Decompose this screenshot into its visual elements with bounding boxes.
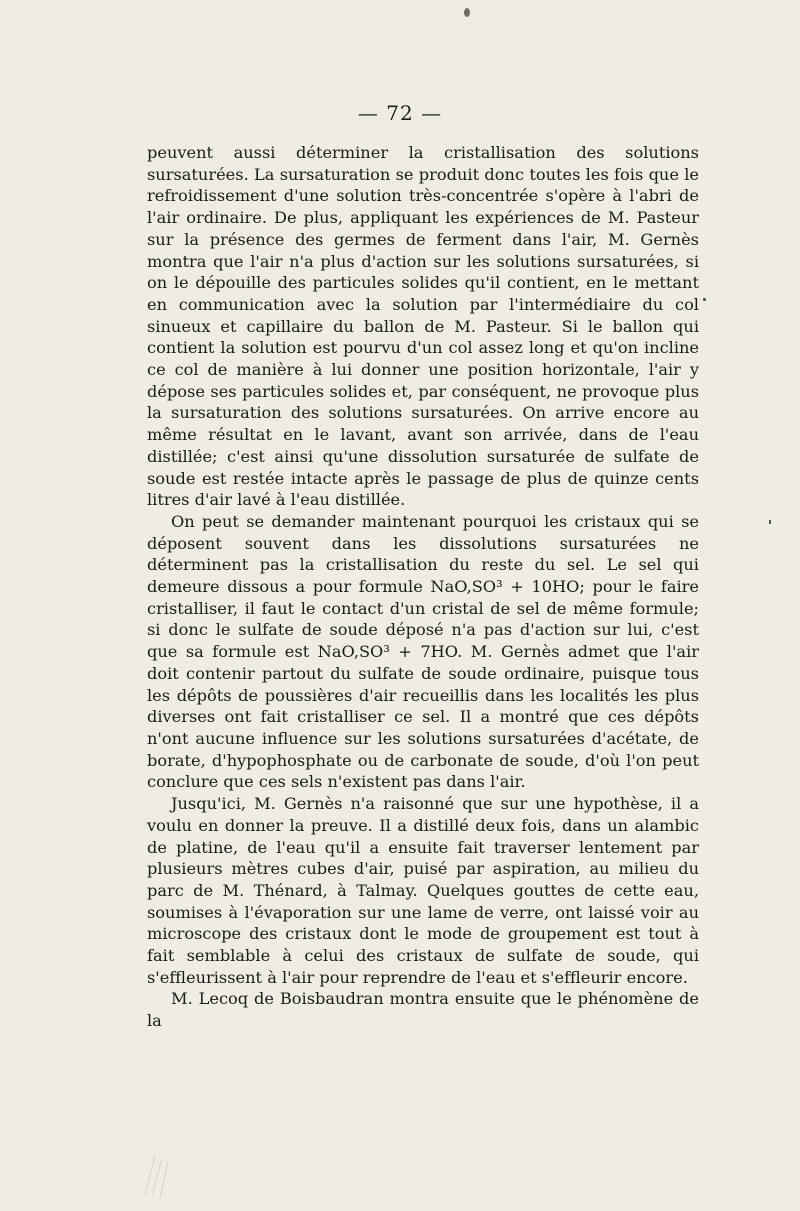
paragraph-1: peuvent aussi déterminer la cristallisation des solutions sursaturées. La sursaturation se produit donc toutes les fois que le refroidissement d'une solution très-concentrée s'opère à l'abri de l'air ordinaire. De plus, appliquant les expériences de M. Pasteur sur la présence des germes de ferment dans l'air, M. Gernès montra que l'air n'a plus d'action sur les solutions sursaturées, si on le dépouille des particules solides qu'il contient, en le mettant en communication avec la solution par l'intermédiaire du col sinueux et capillaire du ballon de M. Pasteur. Si le ballon qui contient la solution est pourvu d'un col assez long et qu'on incline ce col de manière à lui donner une position horizontale, l'air y dépose ses particules solides et, par conséquent, ne provoque plus la sursaturation des solutions sursaturées. On arrive encore au même résultat en le lavant, avant son arrivée, dans de l'eau distillée; c'est ainsi qu'une dissolution sursaturée de sulfate de soude est restée intacte après le passage de plus de quinze cents litres d'air lavé à l'eau distillée.: [147, 143, 699, 510]
paragraph-2: On peut se demander maintenant pourquoi les cristaux qui se déposent souvent dans les dissolutions sursaturées ne déterminent pas la cristallisation du reste du sel. Le sel qui demeure dissous a pour formule NaO,SO³ + 10HO; pour le faire cristalliser, il faut le contact d'un cristal de sel de même formule; si donc le sulfate de soude déposé n'a pas d'action sur lui, c'est que sa formule est NaO,SO³ + 7HO. M. Gernès admet que l'air doit contenir partout du sulfate de soude ordinaire, puisque tous les dépôts de poussières d'air recueillis dans les localités les plus diverses ont fait cristalliser ce sel. Il a montré que ces dépôts n'ont aucune influence sur les solutions sursaturées d'acétate, de borate, d'hypophosphate ou de carbonate de soude, d'où l'on peut conclure que ces sels n'existent pas dans l'air.: [147, 511, 699, 792]
margin-mark: [769, 520, 771, 524]
page-number: — 72 —: [357, 101, 443, 125]
body-text: [147, 142, 699, 1032]
paragraph-4: M. Lecoq de Boisbaudran montra ensuite que le phénomène de la: [147, 989, 699, 1031]
margin-dot: [703, 298, 706, 301]
paper-smudge: [140, 1150, 180, 1200]
paragraph-3: Jusqu'ici, M. Gernès n'a raisonné que sur une hypothèse, il a voulu en donner la preuve. Il a distillé deux fois, dans un alambic de platine, de l'eau qu'il a ensuite fait traverser lentement par plusieurs mètres cubes d'air, puisé par aspiration, au milieu du parc de M. Thénard, à Talmay. Quelques gouttes de cette eau, soumises à l'évaporation sur une lame de verre, ont laissé voir au microscope des cristaux dont le mode de groupement est tout à fait semblable à celui des cristaux de sulfate de soude, qui s'effleurissent à l'air pour reprendre de l'eau et s'effleurir encore.: [147, 794, 699, 987]
ink-speck: [464, 8, 470, 17]
